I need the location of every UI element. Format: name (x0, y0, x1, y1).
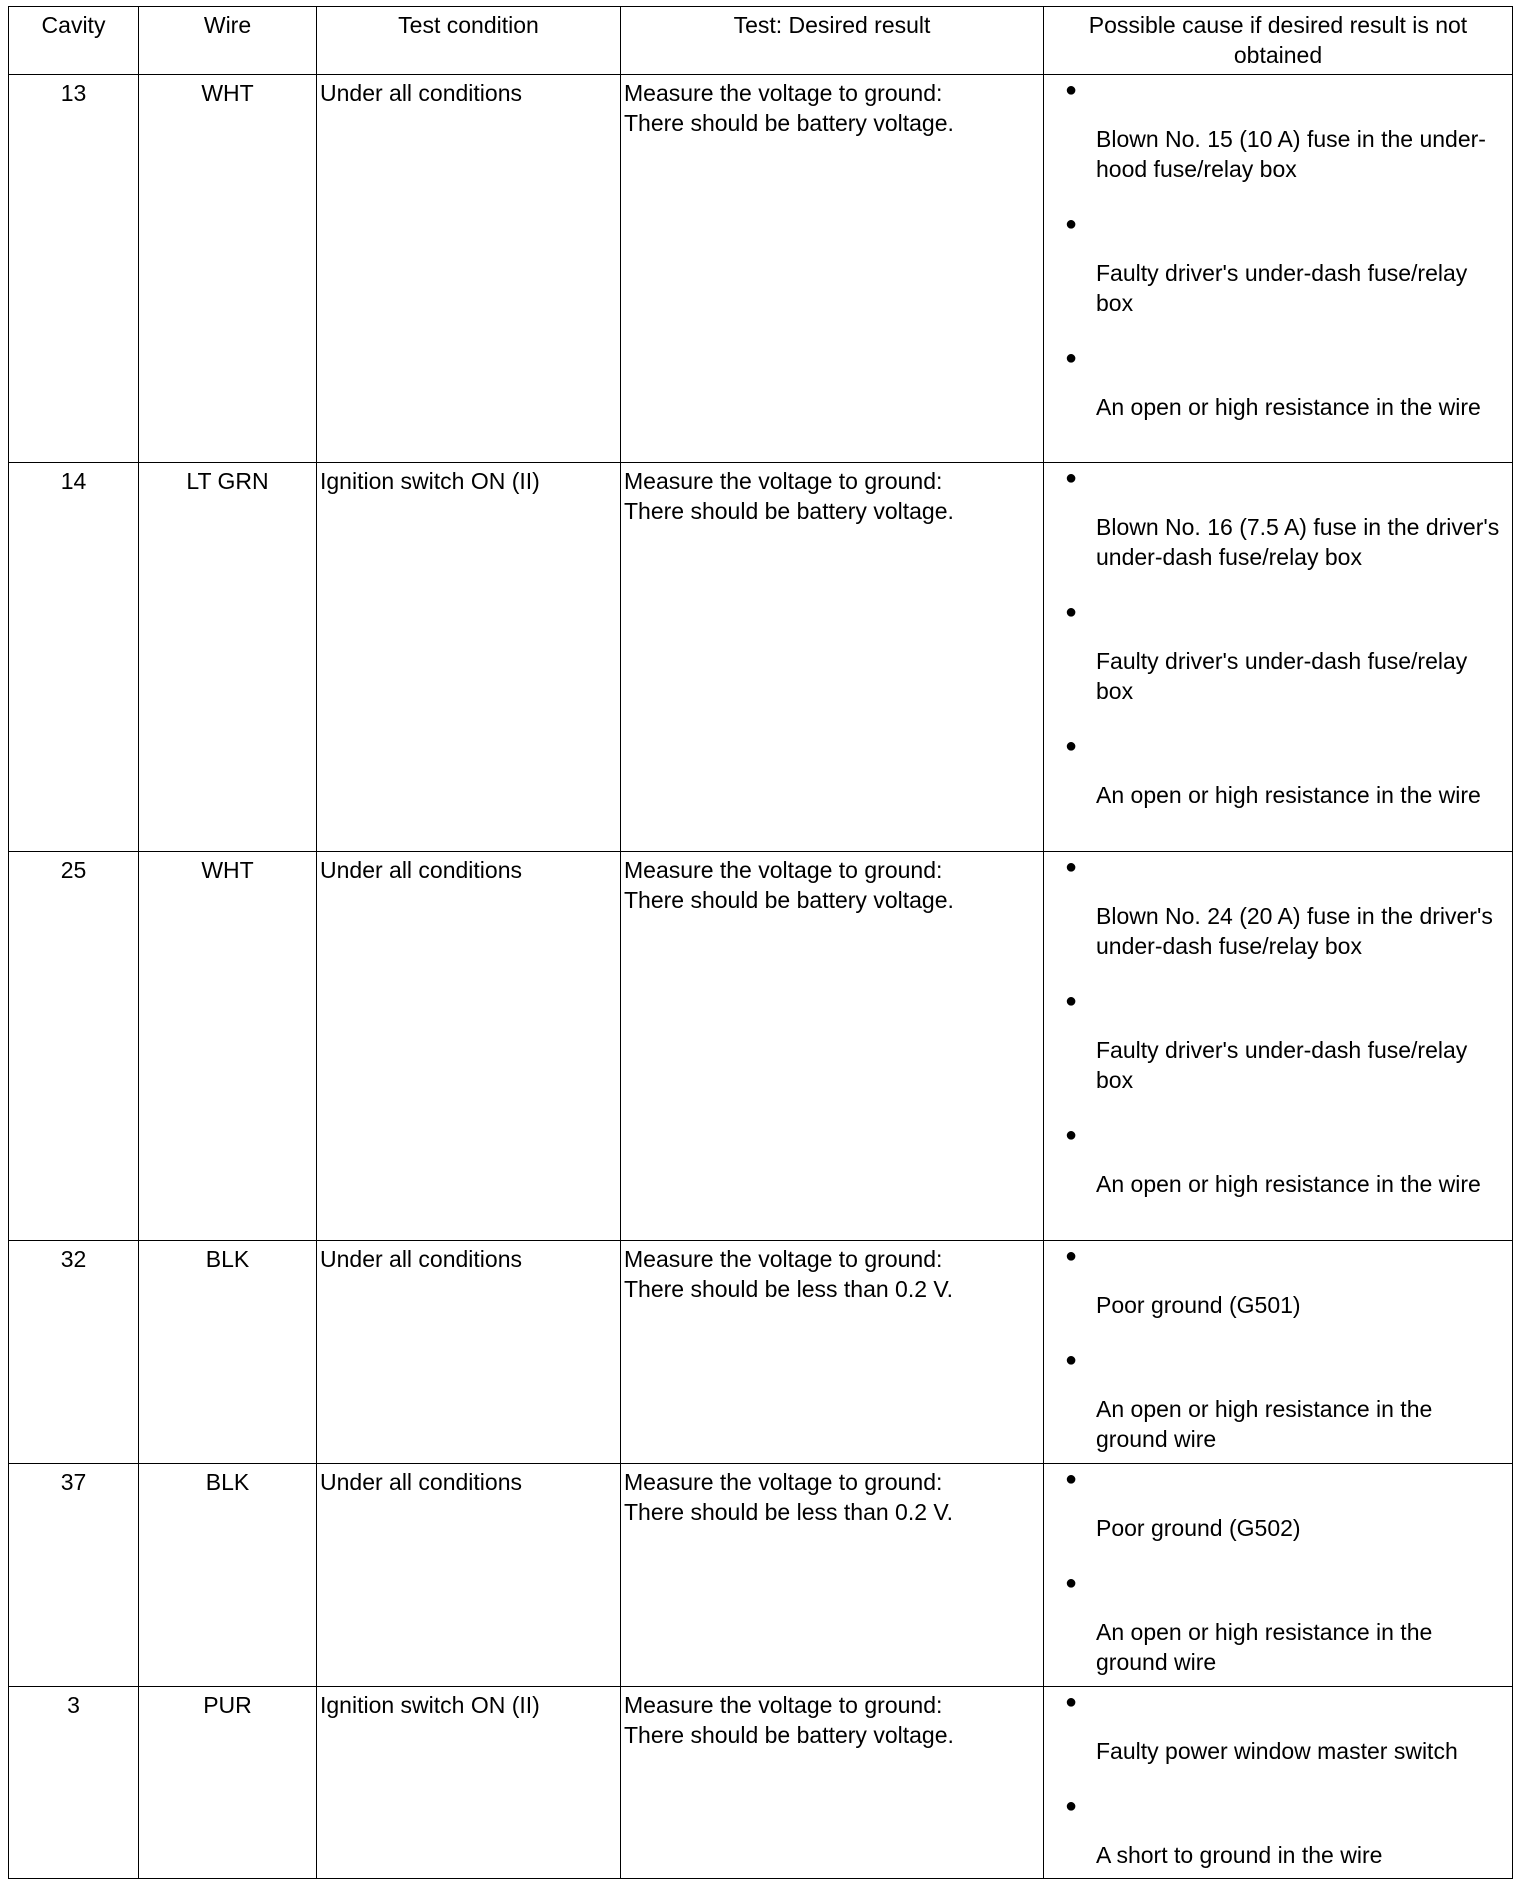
desired-result-cell (621, 852, 1044, 1241)
desired-result-cell (621, 75, 1044, 463)
bullet-icon: ● (1065, 213, 1078, 235)
possible-cause-cell (1044, 1687, 1513, 1879)
cause-text: An open or high resistance in the ground wire (1096, 1396, 1433, 1452)
cavity-cell: 14 (9, 463, 139, 852)
cause-text: Poor ground (G502) (1096, 1515, 1301, 1541)
wire-cell: LT GRN (139, 463, 317, 852)
bullet-icon: ● (1065, 79, 1078, 101)
bullet-icon: ● (1065, 1245, 1078, 1267)
desired-result-cell (621, 1241, 1044, 1464)
header-desired-result: Test: Desired result (621, 7, 1044, 75)
cause-item (1044, 734, 1512, 810)
cavity-cell: 3 (9, 1687, 139, 1879)
table-row (9, 463, 1513, 852)
cavity-cell: 32 (9, 1241, 139, 1464)
wire-cell: BLK (139, 1241, 317, 1464)
cause-text: Faulty driver's under-dash fuse/relay box (1096, 1037, 1468, 1093)
bullet-icon: ● (1065, 1691, 1078, 1713)
desired-result-cell (621, 1687, 1044, 1879)
cause-text: Poor ground (G501) (1096, 1292, 1301, 1318)
wire-cell: BLK (139, 1464, 317, 1687)
cause-item (1044, 1348, 1512, 1454)
result-line: Measure the voltage to ground: (624, 1246, 943, 1272)
header-possible-cause: Possible cause if desired result is not obtained (1044, 7, 1513, 75)
bullet-icon: ● (1065, 856, 1078, 878)
wire-cell: WHT (139, 75, 317, 463)
result-line: Measure the voltage to ground: (624, 80, 943, 106)
table-row (9, 1687, 1513, 1879)
bullet-icon: ● (1065, 601, 1078, 623)
cause-item (1044, 1690, 1512, 1766)
result-line: There should be battery voltage. (624, 1722, 954, 1748)
test-condition-cell: Under all conditions (317, 1464, 621, 1687)
bullet-icon: ● (1065, 1349, 1078, 1371)
bullet-icon: ● (1065, 1795, 1078, 1817)
result-line: Measure the voltage to ground: (624, 857, 943, 883)
table-row (9, 1464, 1513, 1687)
desired-result-cell (621, 1464, 1044, 1687)
possible-cause-cell (1044, 75, 1513, 463)
desired-result-cell (621, 463, 1044, 852)
result-line: There should be less than 0.2 V. (624, 1499, 954, 1525)
wire-cell: WHT (139, 852, 317, 1241)
test-condition-cell: Under all conditions (317, 75, 621, 463)
bullet-icon: ● (1065, 467, 1078, 489)
cause-item (1044, 1467, 1512, 1543)
possible-cause-cell (1044, 852, 1513, 1241)
result-line: Measure the voltage to ground: (624, 1469, 943, 1495)
bullet-icon: ● (1065, 990, 1078, 1012)
test-condition-cell: Under all conditions (317, 1241, 621, 1464)
cause-item (1044, 855, 1512, 961)
cause-text: An open or high resistance in the ground wire (1096, 1619, 1433, 1675)
result-line: There should be battery voltage. (624, 110, 954, 136)
cavity-cell: 37 (9, 1464, 139, 1687)
cause-item (1044, 78, 1512, 184)
cause-item (1044, 466, 1512, 572)
cause-item (1044, 989, 1512, 1095)
cause-text: Blown No. 16 (7.5 A) fuse in the driver's under-dash fuse/relay box (1096, 514, 1500, 570)
table-row (9, 1241, 1513, 1464)
bullet-icon: ● (1065, 1468, 1078, 1490)
cause-text: An open or high resistance in the wire (1096, 1171, 1481, 1197)
cause-text: Blown No. 24 (20 A) fuse in the driver's under-dash fuse/relay box (1096, 903, 1493, 959)
test-condition-cell: Ignition switch ON (II) (317, 1687, 621, 1879)
result-line: Measure the voltage to ground: (624, 1692, 943, 1718)
connector-test-table (8, 6, 1513, 1879)
cause-item (1044, 346, 1512, 422)
possible-cause-cell (1044, 463, 1513, 852)
table-row (9, 75, 1513, 463)
cause-text: Faulty power window master switch (1096, 1738, 1458, 1764)
cause-text: An open or high resistance in the wire (1096, 394, 1481, 420)
possible-cause-cell (1044, 1241, 1513, 1464)
cause-item (1044, 600, 1512, 706)
header-cavity: Cavity (9, 7, 139, 75)
cause-text: Faulty driver's under-dash fuse/relay box (1096, 648, 1468, 704)
cause-item (1044, 1123, 1512, 1199)
connector-test-table-sheet (8, 6, 1512, 1870)
result-line: There should be battery voltage. (624, 887, 954, 913)
result-line: There should be less than 0.2 V. (624, 1276, 954, 1302)
cause-text: A short to ground in the wire (1096, 1842, 1383, 1868)
test-condition-cell: Under all conditions (317, 852, 621, 1241)
cause-text: An open or high resistance in the wire (1096, 782, 1481, 808)
cause-text: Faulty driver's under-dash fuse/relay box (1096, 260, 1468, 316)
test-condition-cell: Ignition switch ON (II) (317, 463, 621, 852)
cause-text: Blown No. 15 (10 A) fuse in the under-hood fuse/relay box (1096, 126, 1486, 182)
wire-cell: PUR (139, 1687, 317, 1879)
header-wire: Wire (139, 7, 317, 75)
possible-cause-cell (1044, 1464, 1513, 1687)
bullet-icon: ● (1065, 735, 1078, 757)
bullet-icon: ● (1065, 1572, 1078, 1594)
cavity-cell: 25 (9, 852, 139, 1241)
cause-item (1044, 212, 1512, 318)
table-row (9, 852, 1513, 1241)
cause-item (1044, 1244, 1512, 1320)
bullet-icon: ● (1065, 347, 1078, 369)
result-line: There should be battery voltage. (624, 498, 954, 524)
cavity-cell: 13 (9, 75, 139, 463)
header-row (9, 7, 1513, 75)
result-line: Measure the voltage to ground: (624, 468, 943, 494)
cause-item (1044, 1794, 1512, 1870)
cause-item (1044, 1571, 1512, 1677)
header-test-condition: Test condition (317, 7, 621, 75)
bullet-icon: ● (1065, 1124, 1078, 1146)
